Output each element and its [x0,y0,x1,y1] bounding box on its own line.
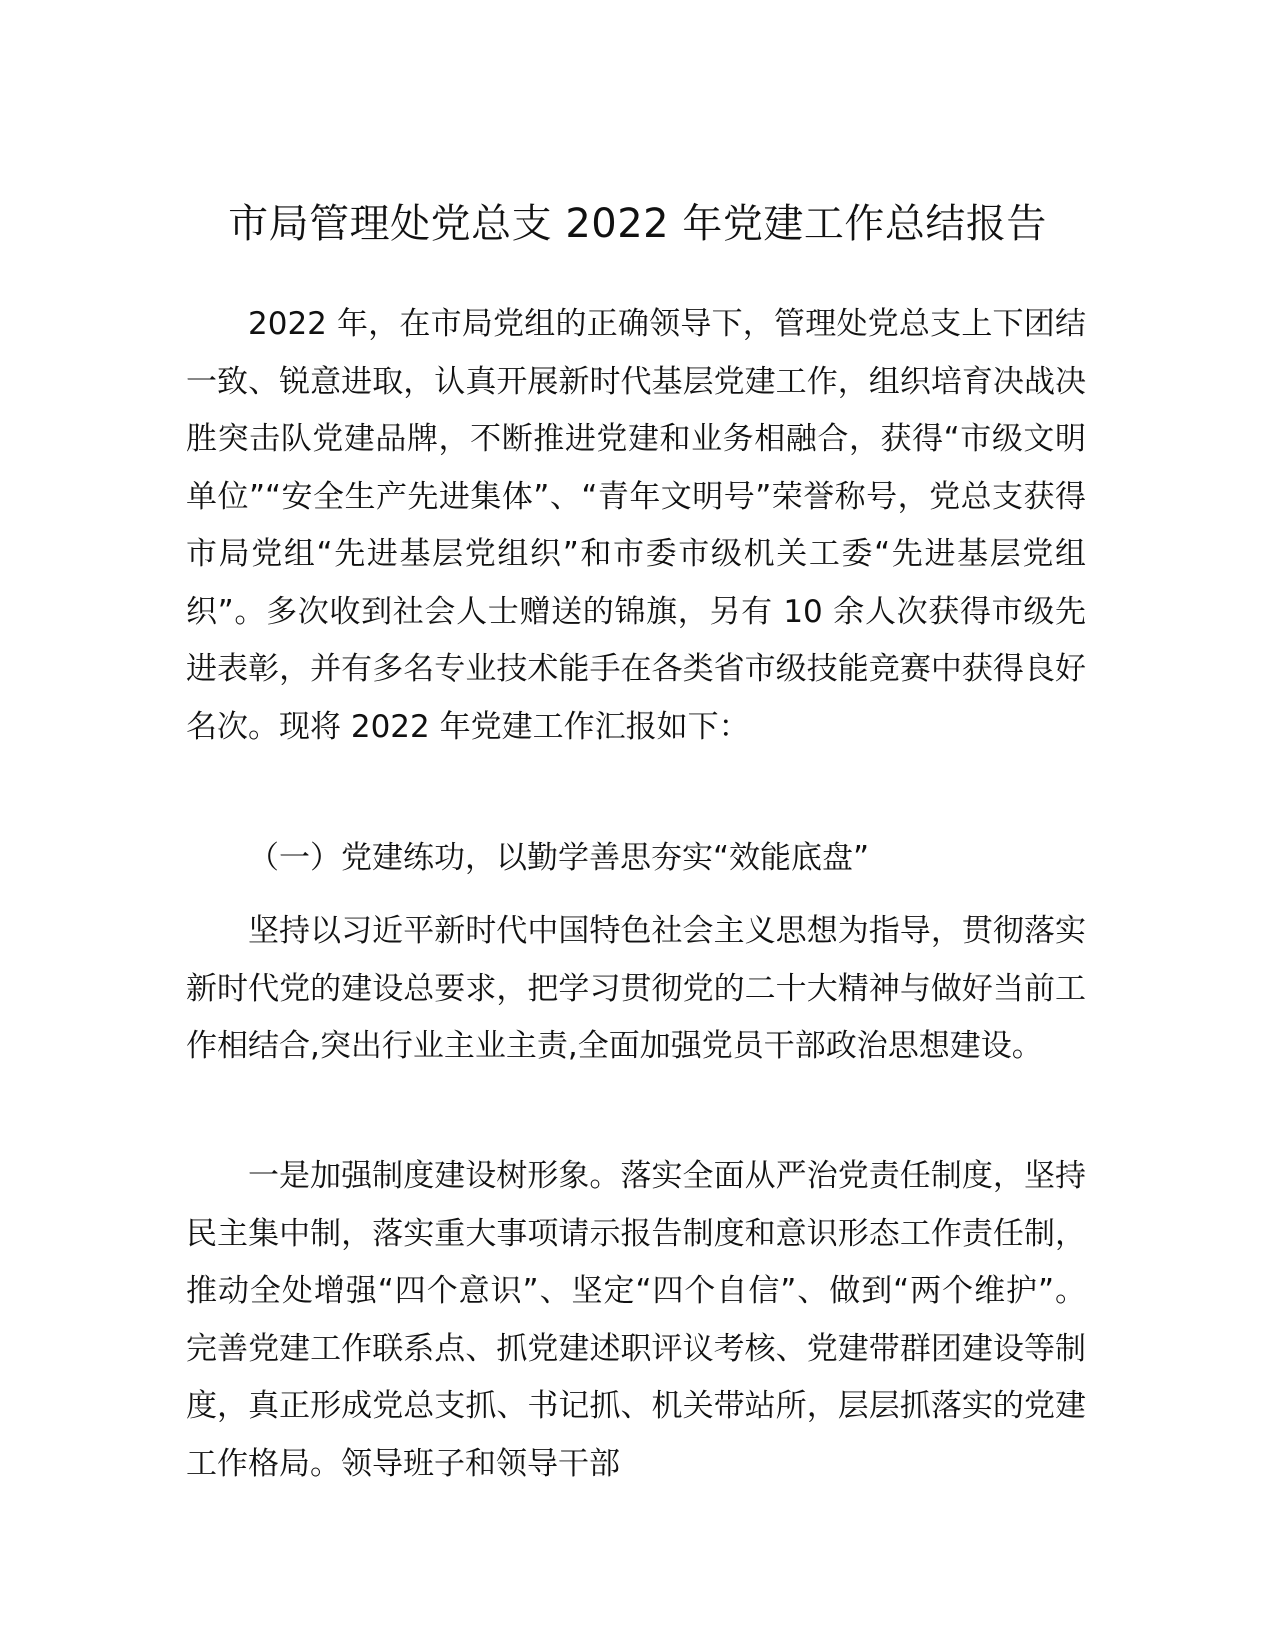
document-title: 市局管理处党总支 2022 年党建工作总结报告 [228,201,1047,247]
section-1-paragraph: 坚持以习近平新时代中国特色社会主义思想为指导，贯彻落实新时代党的建设总要求，把学习贯彻党的二十大精神与做好当前工作相结合,突出行业主业主责,全面加强党员干部政治思想建设。 [186,913,1086,1064]
section-heading-1: （一）党建练功，以勤学善思夯实“效能底盘” [248,840,870,876]
intro-paragraph: 2022 年，在市局党组的正确领导下，管理处党总支上下团结一致、锐意进取，认真开展新时代基层党建工作，组织培育决战决胜突击队党建品牌，不断推进党建和业务相融合，获得“市级文明单位”“安全生产先进集体”、“青年文明号”荣誉称号，党总支获得市局党组“先进基层党组织”和市委市级机关工委“先进基层党组织”。多次收到社会人士赠送的锦旗，另有 10 余人次获得市级先进表彰，并有多名专业技术能手在各类省市级技能竞赛中获得良好名次。现将 2022 年党建工作汇报如下： [186,306,1086,745]
section-1-point-1-paragraph: 一是加强制度建设树形象。落实全面从严治党责任制度，坚持民主集中制，落实重大事项请示报告制度和意识形态工作责任制，推动全处增强“四个意识”、坚定“四个自信”、做到“两个维护”。完善党建工作联系点、抓党建述职评议考核、党建带群团建设等制度，真正形成党总支抓、书记抓、机关带站所，层层抓落实的党建工作格局。领导班子和领导干部 [186,1158,1086,1482]
